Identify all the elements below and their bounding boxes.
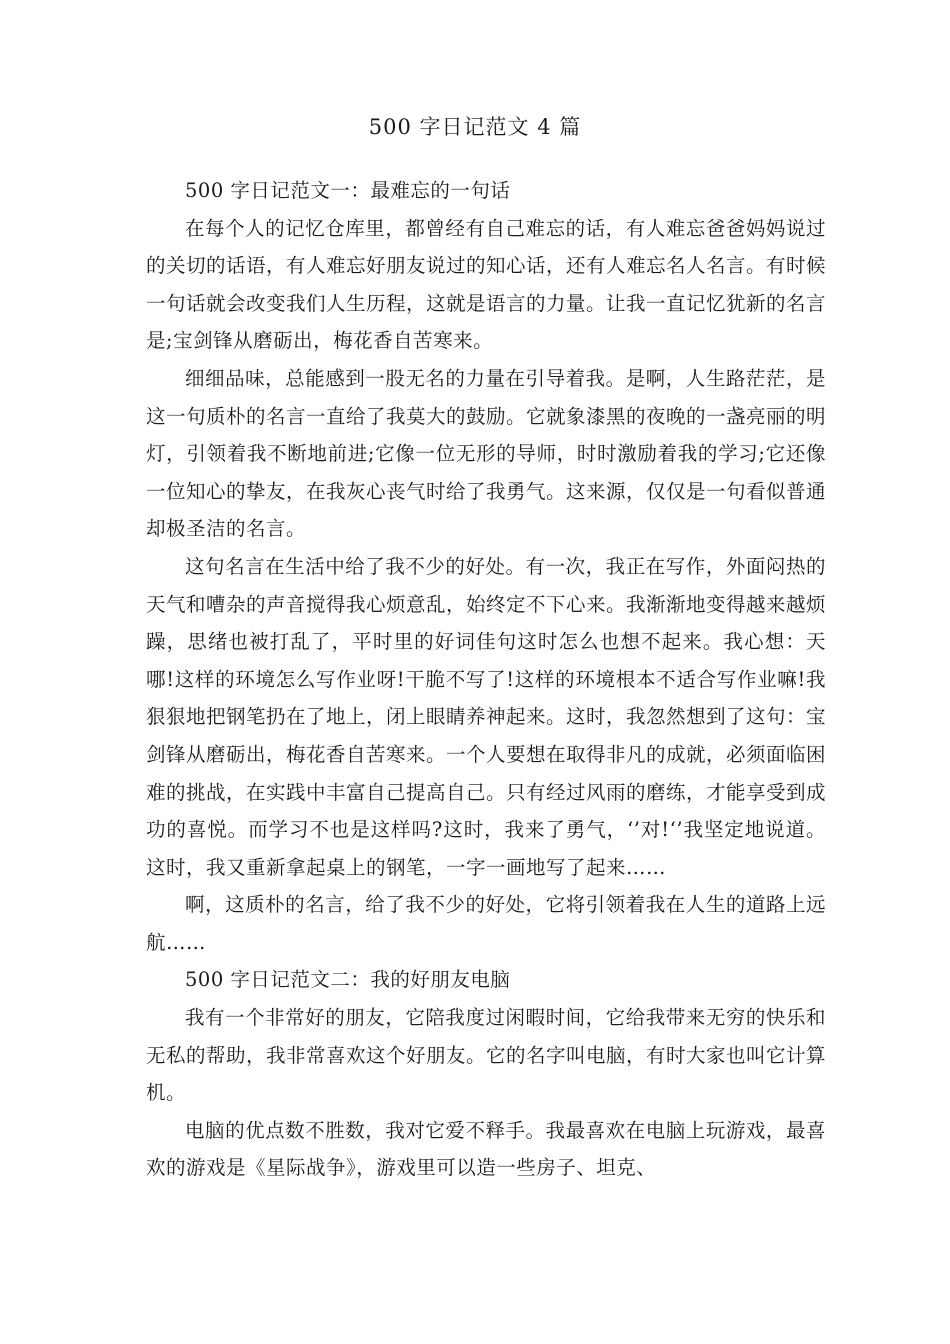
document-body [146,172,826,1187]
section-heading-2: 500 字日记范文二：我的好朋友电脑 [185,968,511,992]
document-title: 500 字日记范文 4 篇 [368,115,582,139]
paragraph: 啊，这质朴的名言，给了我不少的好处，它将引领着我在人生的道路上远航…… [146,893,826,954]
section-heading-1: 500 字日记范文一：最难忘的一句话 [185,179,511,202]
paragraph: 这句名言在生活中给了我不少的好处。有一次，我正在写作，外面闷热的天气和嘈杂的声音搅得我心烦意乱，始终定不下心来。我渐渐地变得越来越烦躁，思绪也被打乱了，平时里的好词佳句这时怎么也想不起来。我心想：天哪!这样的环境怎么写作业呀!干脆不写了!这样的环境根本不适合写作业嘛!我狠狠地把钢笔扔在了地上，闭上眼睛养神起来。这时，我忽然想到了这句：宝剑锋从磨砺出，梅花香自苦寒来。一个人要想在取得非凡的成就，必须面临困难的挑战，在实践中丰富自己提高自己。只有经过风雨的磨练，才能享受到成功的喜悦。而学习不也是这样吗?这时，我来了勇气，‘’对!‘’我坚定地说道。这时，我又重新拿起桌上的钢笔，一字一画地写了起来…… [146,554,827,879]
paragraph: 细细品味，总能感到一股无名的力量在引导着我。是啊，人生路茫茫，是这一句质朴的名言一直给了我莫大的鼓励。它就象漆黑的夜晚的一盏亮丽的明灯，引领着我不断地前进;它像一位无形的导师，时时激励着我的学习;它还像一位知心的挚友，在我灰心丧气时给了我勇气。这来源，仅仅是一句看似普通却极圣洁的名言。 [146,366,827,541]
paragraph: 我有一个非常好的朋友，它陪我度过闲暇时间，它给我带来无穷的快乐和无私的帮助，我非常喜欢这个好朋友。它的名字叫电脑，有时大家也叫它计算机。 [146,1006,827,1105]
paragraph: 在每个人的记忆仓库里，都曾经有自己难忘的话，有人难忘爸爸妈妈说过的关切的话语，有人难忘好朋友说过的知心话，还有人难忘名人名言。有时候一句话就会改变我们人生历程，这就是语言的力量。让我一直记忆犹新的名言是;宝剑锋从磨砺出，梅花香自苦寒来。 [146,216,827,353]
paragraph: 电脑的优点数不胜数，我对它爱不释手。我最喜欢在电脑上玩游戏，最喜欢的游戏是《星际战争》，游戏里可以造一些房子、坦克、 [146,1118,826,1180]
